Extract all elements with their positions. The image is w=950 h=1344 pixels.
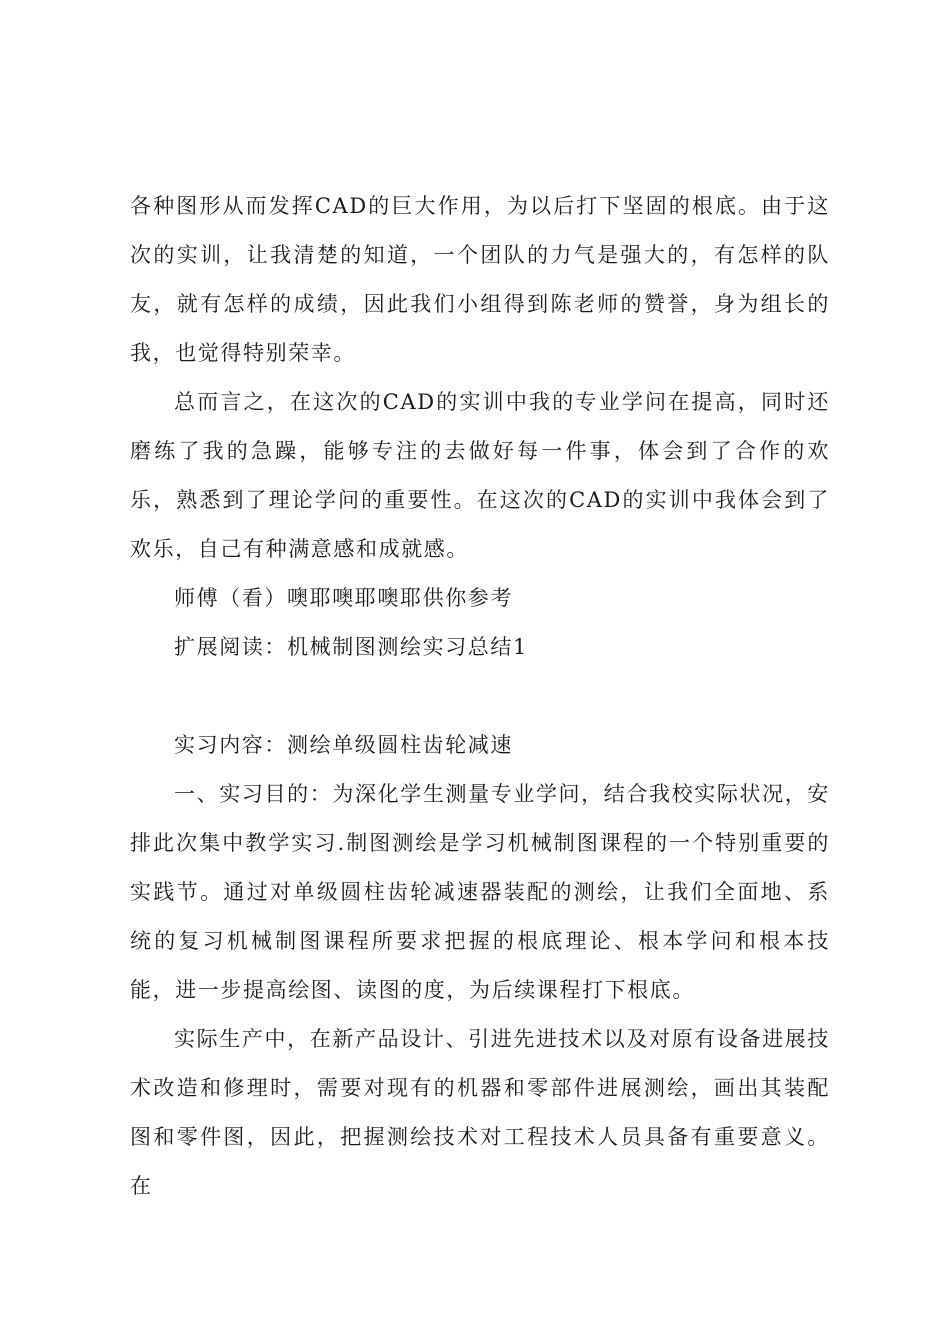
blank-line <box>130 672 830 721</box>
paragraph-summary: 总而言之，在这次的CAD的实训中我的专业学问在提高，同时还磨练了我的急躁，能够专注的去做好每一件事，体会到了合作的欢乐，熟悉到了理论学问的重要性。在这次的CAD的实训中我体会到了欢乐，自己有种满意感和成就感。 <box>130 390 830 561</box>
paragraph-practical-production: 实际生产中，在新产品设计、引进先进技术以及对原有设备进展技术改造和修理时，需要对现有的机器和零部件进展测绘，画出其装配图和零件图，因此，把握测绘技术对工程技术人员具备有重要意义。在 <box>130 1027 830 1198</box>
paragraph-reference-note: 师傅（看）噢耶噢耶噢耶供你参考 <box>174 586 513 610</box>
document-body <box>130 182 830 1211</box>
paragraph-extended-reading: 扩展阅读：机械制图测绘实习总结1 <box>174 635 528 659</box>
paragraph-internship-purpose: 一、实习目的：为深化学生测量专业学问，结合我校实际状况，安排此次集中教学实习.制图测绘是学习机械制图课程的一个特别重要的实践节。通过对单级圆柱齿轮减速器装配的测绘，让我们全面地、系统的复习机械制图课程所要求把握的根底理论、根本学问和根本技能，进一步提高绘图、读图的度，为后续课程打下根底。 <box>130 782 830 1002</box>
paragraph-internship-content: 实习内容：测绘单级圆柱齿轮减速 <box>174 733 513 757</box>
paragraph-cad-role: 各种图形从而发挥CAD的巨大作用，为以后打下坚固的根底。由于这次的实训，让我清楚的知道，一个团队的力气是强大的，有怎样的队友，就有怎样的成绩，因此我们小组得到陈老师的赞誉，身为组长的我，也觉得特别荣幸。 <box>130 194 830 365</box>
